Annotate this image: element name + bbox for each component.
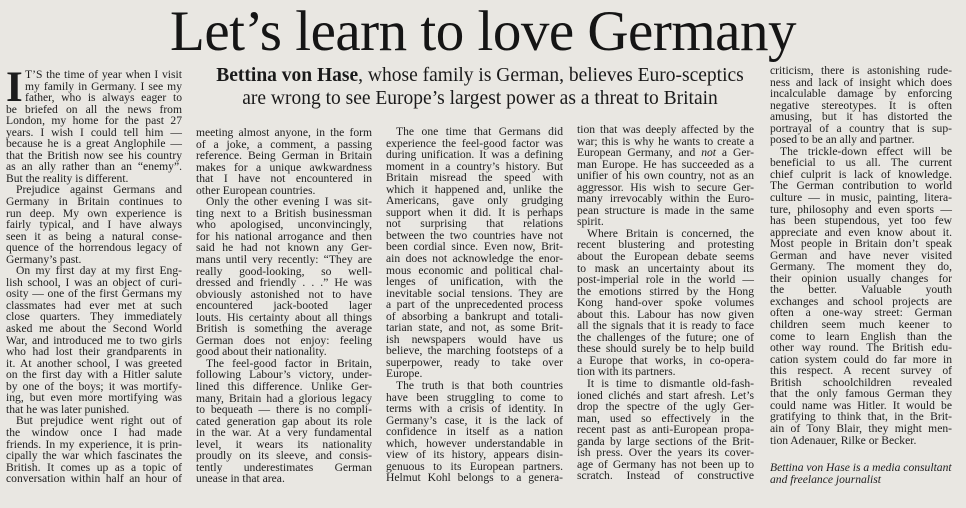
article-text-line: pean structure is made in the same [577,203,754,217]
article-text-line: obviously astonished not to have [196,287,372,301]
article-text-line: Germany. The moment they do, [770,260,952,274]
article-text-line: who had lost their grandparents in [6,345,182,359]
article-text-line: believe, the marching footsteps of a [386,344,563,358]
article-text-line: beneficial to us all. The current [770,156,952,170]
article-text-line: But prejudice went right out of [16,414,182,428]
article-text-line: the window once I had made [6,425,182,439]
article-text-line: culture — in music, painting, litera- [770,191,952,205]
article-text-line: to mask an uncertainty about its [577,261,754,275]
article-text-line: louts. His certainty about all things [196,310,372,324]
article-text-line: their opinion usually changes for [770,271,952,285]
article-text-line: cation system could do far more in [770,352,952,366]
article-text-line: tion that was deeply affected by the [577,123,754,136]
article-text-line: Germany’s past. [6,252,82,266]
article-text-line: The one time that Germans did [396,125,563,138]
article-text-line: not surprising that relations [386,217,563,231]
article-text-line: Kong hand-over spoke volumes [577,296,754,310]
article-text-line: War, and introduced me to two girls [6,333,182,347]
article-text-line: fairly typical, and I have always [6,218,182,232]
article-text-line: ture, philosophy and even sports — [770,202,952,216]
article-text-line: on the first day with a Hitler salute [6,368,182,382]
article-text-line: during unification. It was a defining [386,148,563,162]
article-text-line: this respect. A recent survey of [770,364,952,378]
article-text-line: incalculable damage by enforcing [770,87,952,101]
article-column-5 [770,65,952,446]
article-text-line: my family in Germany. I see my [25,79,182,93]
article-text-line: the better. Valuable youth [770,283,952,297]
article-text-line: other way round. The British edu- [770,341,952,355]
article-text-line: man Europe. He has succeeded as a [577,157,754,171]
article-text-line: the challenges of the future; one of [577,330,754,344]
article-text-line: appreciate and even know about it. [770,225,952,239]
article-text-line: tion Adenauer, Rilke or Becker. [770,433,917,447]
article-text-line: Germany’s case, it is the lack of [386,413,563,427]
article-text-line: ish press. Over the years its cover- [577,446,754,460]
article-text-line: friends. In my experience, it is prin- [6,437,182,451]
article-text-line: negative stereotypes. It is often [770,98,952,112]
article-text-line: superpower, ready to take over [386,355,563,369]
article-text-line: be briefed on all the news from [6,102,182,116]
article-text-line: said he had not known any Ger- [196,241,372,255]
article-text-line: ing, but even more mortifying was [6,391,182,405]
article-text-line: cated generation gap about its role [196,414,372,428]
article-text-line: has been stupendous, yet too few [770,214,952,228]
article-text-line: support when it did. It is perhaps [386,205,563,219]
article-text-line: ioned clichés and start afresh. Let’s [577,388,754,402]
article-text-line: On my first day at my first Eng- [16,264,182,278]
article-text-line: which, however understandable in [386,436,563,450]
article-column-4 [577,124,754,482]
article-text-line: as an ally rather than an “enemy”. [6,160,182,174]
article-text-line: German does not enjoy: feeling [196,333,372,347]
article-text-line: recent past as anti-European propa- [577,423,754,437]
article-text-line: quence of the horrendous legacy of [6,241,182,255]
article-text-line: makes for a unique awkwardness [196,160,372,174]
article-text-line: terms with a crisis of identity. In [386,402,563,416]
article-text-line: been cordial since. Even now, Brit- [386,240,563,254]
article-text-line: mous economic and political chal- [386,263,563,277]
article-text-line: post-imperial role in the world — [577,273,754,287]
article-text-line: ting next to a British businessman [196,206,372,220]
article-text-line: portrayal of a country that is sup- [770,121,952,135]
article-text-line: The trickle-down effect will be [780,144,952,158]
article-text-line: genuous to its European partners. [386,459,563,473]
article-text-line: for his national arrogance and then [196,229,372,243]
article-text-line: the emotions stirred by the Hong [577,284,754,298]
article-text-line: chief culprit is lack of knowledge. [770,167,952,181]
article-text-line: asked me about the Second World [6,322,182,336]
article-text-line: a part of the unprecedented process [386,298,563,312]
standfirst [190,64,770,110]
article-text-line: of absorbing a bankrupt and totali- [386,309,563,323]
article-text-line: German and have never visited [770,248,952,262]
article-text-line: ish newspapers would have us [386,332,563,346]
article-text-line: a Europe that works, in co-opera- [577,353,754,367]
article-text-line: often a one-way street: German [770,306,952,320]
article-text-line: gratifying to think that, in the Brit- [770,410,952,424]
article-text-line: ain does not acknowledge the enor- [386,252,563,266]
article-text-line: between the two countries have not [386,228,563,242]
article-text-line: scratch. Instead of constructive [577,469,754,483]
article-text-line: it. At another school, I was greeted [6,356,182,370]
article-text-line: run deep. My own experience is [6,206,182,220]
article-text-line: cipally the war which fascinates the [6,449,182,463]
article-text-line: seen it as being a natural conse- [6,229,182,243]
article-text-line: really good-looking, so well- [196,264,372,278]
drop-cap: I [6,64,23,111]
article-text-line: who apologised, unconvincingly, [196,218,372,232]
article-text-line: that the British now see his country [6,148,182,162]
article-column-2 [196,127,372,485]
article-text-line: of a joke, a comment, a passing [196,137,372,151]
article-text-line: classmates had ever met at such [6,298,182,312]
article-text-line: man, used so effectively in the [577,411,754,425]
article-text-line: Britain misread the speed with [386,171,563,185]
text-segment: a Ger- [716,146,754,160]
article-text-line: confidence in itself as a nation [386,425,563,439]
article-text-line: unease in that area. [196,472,285,486]
article-text-line: because he is a great Anglophile — [6,137,182,151]
article-text-line: close quarters. They immediately [6,310,182,324]
article-text-line: Most people in Britain don’t speak [770,237,952,251]
article-text-line: Prejudice against Germans and [16,183,182,197]
article-text-line: years. I wish I could tell him — [6,125,182,139]
article-text-line: reference. Being German in Britain [196,149,372,163]
article-text-line: that the only famous German they [770,387,952,401]
article-text-line: conversation within half an hour of [6,472,182,486]
article-text-line: lish school, I was an object of curi- [6,275,182,289]
article-text-line: these should surely be to help build [577,342,754,356]
article-text-line: inevitable social tensions. They are [386,286,563,300]
article-text-line: British is something the average [196,322,372,336]
article-text-line: that I have not encountered in [196,172,372,186]
standfirst-text-2: are wrong to see Europe’s largest power as a threat to Britain [242,88,718,109]
article-text-line: unifier of his own country, not as an [577,169,754,183]
article-text-line: dressed and friendly . . .” He was [196,276,372,290]
article-text-line: age of Germany has not been up to [577,457,754,471]
article-text-line: ganda by large sections of the Brit- [577,434,754,448]
article-text-line: ness and lack of insight which does [770,75,952,89]
article-text-line: to bequeath — there is no compli- [196,403,372,417]
article-text-line: London, my home for the past 27 [6,114,182,128]
article-text-line: lenges of unification, with the [386,275,563,289]
article-text-line: The German contribution to world [770,179,952,193]
standfirst-author: Bettina von Hase [216,65,359,86]
article-text-line: Only the other evening I was sit- [206,195,372,209]
article-text-line: that he was later punished. [6,402,130,416]
article-text-line: recent blustering and protesting [577,238,754,252]
article-text-line: Europe. [386,367,423,381]
article-text-line: osity — one of the first Germans my [6,287,182,301]
article-text-line [577,147,754,159]
article-text-line: proudly on its sleeve, and consis- [196,449,372,463]
article-text-line: exchanges and school projects are [770,294,952,308]
article-text-line: ain of Tony Blair, they might men- [770,421,952,435]
article-text-line: mans until very recently: “They are [196,253,372,267]
article-text-line: which it happened and, unlike the [386,182,563,196]
text-segment: European Germany, and [577,146,702,160]
article-text-line: by one of the boys; it was mortify- [6,379,182,393]
author-byline: Bettina von Hase is a media consultant and freelance journalist [770,461,952,486]
article-text-line: amusing, but it has distorted the [770,110,952,124]
article-text-line: British. It comes up as a topic of [6,460,182,474]
article-text-line: many irrevocably within the Euro- [577,192,754,206]
article-text-line: T’S the time of year when I visit [25,68,182,81]
article-column-1 [6,64,182,486]
article-text-line: come to learn English than the [770,329,952,343]
article-text-line: other European countries. [196,183,316,197]
article-text-line: have been struggling to come to [386,390,563,404]
article-text-line: moment in a country’s history. But [386,159,563,173]
article-text-line: British schoolchildren revealed [770,375,952,389]
article-text-line: following Labour’s victory, under- [196,368,372,382]
article-text-line: meeting almost anyone, in the form [196,126,372,139]
article-text-line: drop the spectre of the ugly Ger- [577,400,754,414]
headline: Let’s learn to love Germany [170,0,796,63]
article-text-line: good about their nationality. [196,345,327,359]
article-text-line: tently underestimates German [196,460,372,474]
article-text-line: tarian state, and not, as some Brit- [386,321,563,335]
article-text-line: Helmut Kohl belongs to a genera- [386,471,563,485]
article-text-line: about the European debate seems [577,250,754,264]
article-text-line: Where Britain is concerned, the [587,226,754,240]
article-text-line: criticism, there is astonishing rude- [770,64,952,77]
article-text-line: The truth is that both countries [396,379,563,393]
article-text-line: about this. Labour has now given [577,307,754,321]
article-text-line: It is time to dismantle old-fash- [587,377,754,391]
emphasis-text: not [701,146,717,160]
article-text-line: The feel-good factor in Britain, [206,356,372,370]
article-text-line: lined this difference. Unlike Ger- [196,380,372,394]
article-text-line: experience the feel-good factor was [386,136,563,150]
article-text-line: war; this is why he wants to create a [577,134,754,148]
article-column-3 [386,126,563,484]
article-text-line: Americans, gave only grudging [386,194,563,208]
article-text-line: spirit. [577,215,604,229]
article-text-line: view of its history, appears disin- [386,448,563,462]
article-text-line: Germany in Britain continues to [6,195,182,209]
article-text-line: encountered jack-booted lager [196,299,372,313]
article-text-line: children seem much keener to [770,318,952,332]
article-text-line: posed to be an ally and partner. [770,133,915,147]
article-text-line: But the reality is different. [6,171,129,185]
article-text-line: could name was Hitler. It would be [770,398,952,412]
standfirst-text-1: , whose family is German, believes Euro-sceptics [358,65,744,86]
article-text-line: aggressor. His wish to secure Ger- [577,180,754,194]
article-text-line: level, it wears its nationality [196,437,372,451]
article-text-line: many, Britain had a glorious legacy [196,391,372,405]
article-text-line: in the war. At a very fundamental [196,426,372,440]
article-text-line: all the signals that it is ready to face [577,319,754,333]
article-text-line: tion with its partners. [577,365,676,379]
article-text-line: father, who is always eager to [25,91,182,105]
